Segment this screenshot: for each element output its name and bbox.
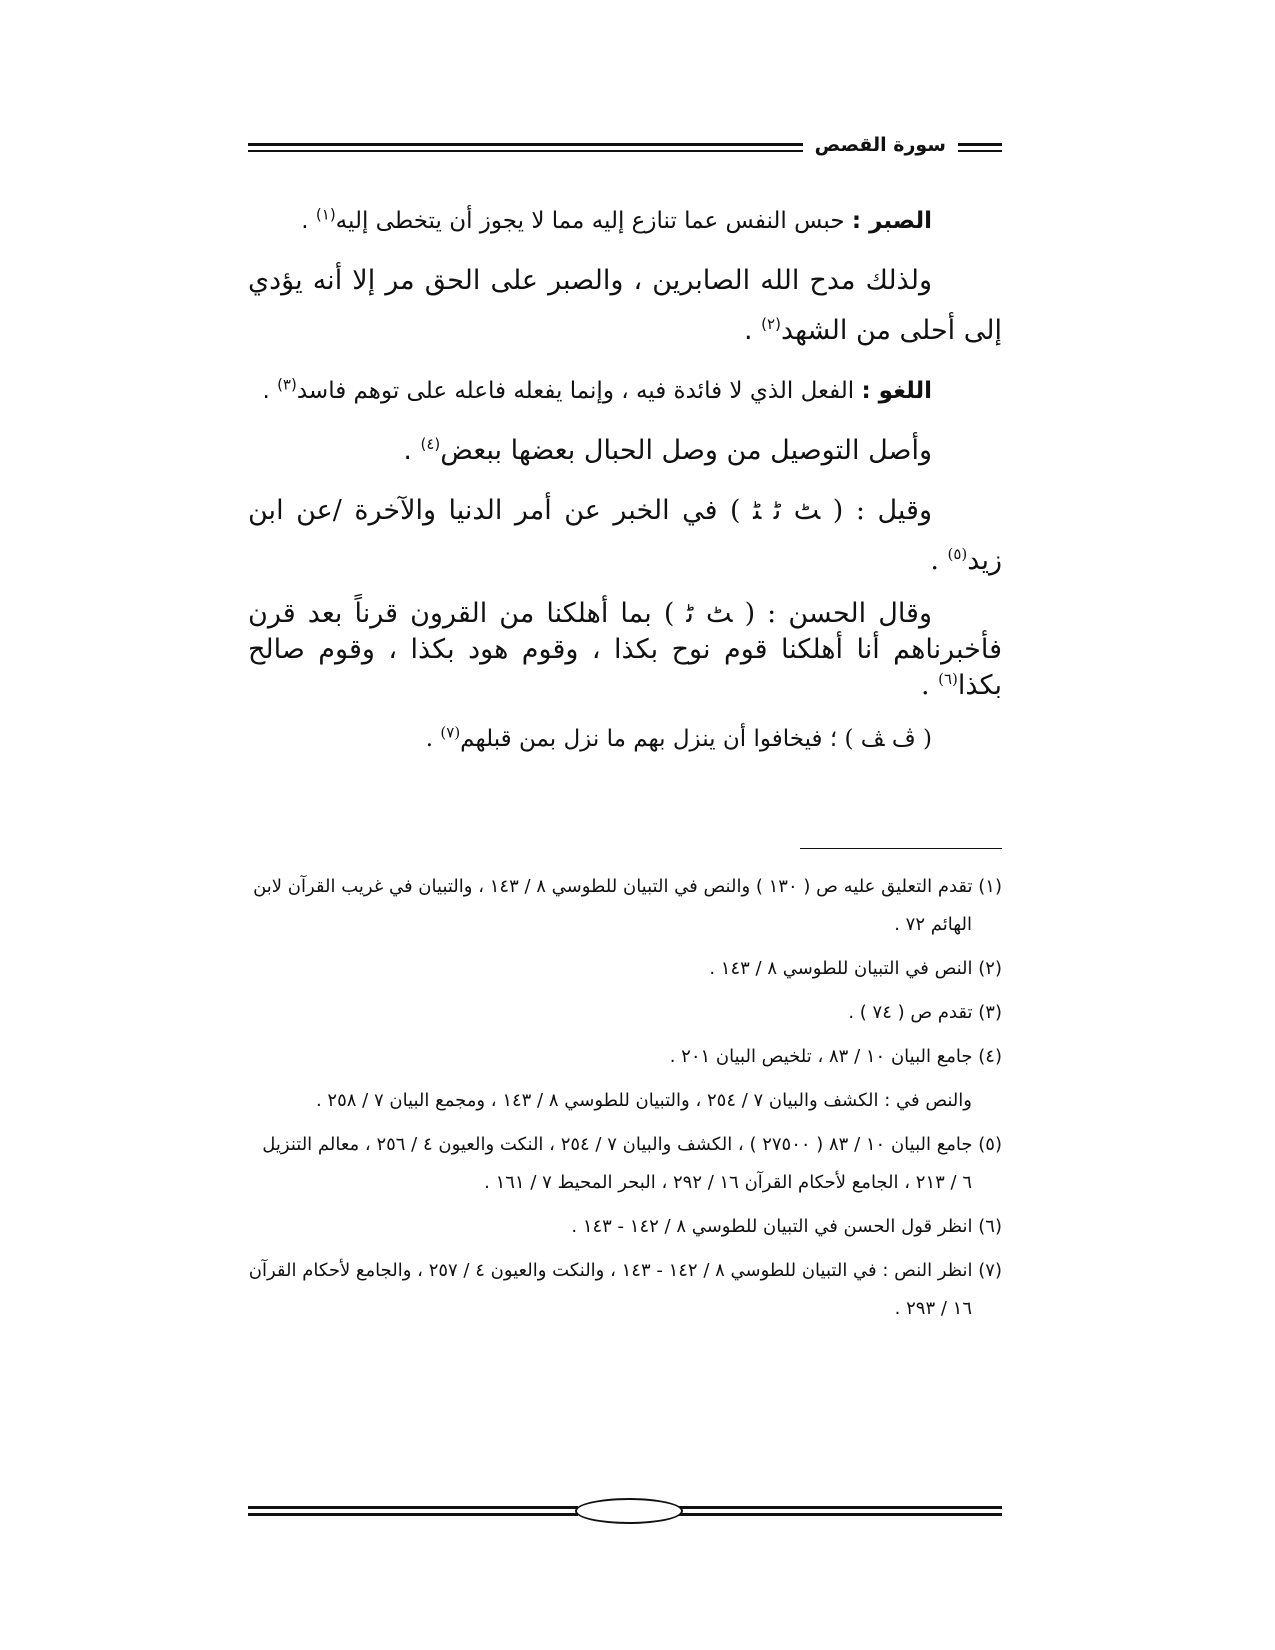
paragraph-end: . [301, 208, 316, 234]
paragraph-tawsil [248, 426, 1002, 476]
header-short-rule [958, 143, 1002, 152]
paragraph-text: ولذلك مدح الله الصابرين ، والصبر على الحق مر إلا أنه يؤدي إلى أحلى من الشهد [248, 265, 1002, 346]
footnote-3: (٣) تقدم ص ( ٧٤ ) . [848, 1002, 1002, 1023]
paragraph-end: . [403, 435, 421, 466]
footnote-ref: (٤) [420, 435, 441, 453]
paragraph-end: . [743, 315, 762, 346]
footnote-2: (٢) النص في التبيان للطوسي ٨ / ١٤٣ . [709, 958, 1002, 979]
page-header [248, 132, 1002, 158]
footnote-separator [800, 848, 1002, 849]
footnotes [248, 868, 1002, 1334]
footer-rule-right [672, 1506, 1002, 1516]
term-laghw: اللغو : [861, 378, 932, 404]
paragraph-qila [248, 486, 1002, 586]
paragraph-sabr [248, 196, 1002, 246]
paragraph-text: الفعل الذي لا فائدة فيه ، وإنما يفعله فاعله على توهم فاسد [296, 378, 862, 404]
surah-title: سورة القصص [814, 134, 946, 156]
footnote-ref: (٥) [947, 545, 968, 563]
page-footer-ornament [248, 1498, 1002, 1528]
footnote-5: (٥) جامع البيان ١٠ / ٨٣ ( ٢٧٥٠٠ ) ، الكشف والبيان ٧ / ٢٥٤ ، النكت والعيون ٤ / ٢٥٦ ، معالم التنزيل ٦ / ٢١٣ ، الجامع لأحكام القرآن ١٦ / ٢٩٢ ، البحر المحيط ٧ / ١٦١ . [262, 1134, 1002, 1193]
paragraph-sabirin [248, 256, 1002, 356]
paragraph-end: . [920, 670, 939, 701]
footnote-ref: (٧) [440, 723, 461, 742]
footnote-4: (٤) جامع البيان ١٠ / ٨٣ ، تلخيص البيان ٢٠١ . [669, 1046, 1002, 1067]
paragraph-laghw [248, 366, 1002, 416]
main-text [248, 196, 1002, 764]
footnote-ref: (٦) [938, 670, 958, 688]
paragraph-text: وأصل التوصيل من وصل الحبال بعضها ببعض [440, 435, 932, 466]
footnote-7: (٧) انظر النص : في التبيان للطوسي ٨ / ١٤٢ - ١٤٣ ، والنكت والعيون ٤ / ٢٥٧ ، والجامع لأحكام القرآن ١٦ / ٢٩٣ . [248, 1260, 1002, 1319]
footnote-ref: (٢) [761, 315, 781, 333]
paragraph-end: . [262, 378, 278, 404]
paragraph-end: . [425, 726, 441, 752]
paragraph-text: حبس النفس عما تنازع إليه مما لا يجوز أن يتخطى إليه [335, 208, 852, 234]
paragraph-text: ( ﭪ ﭫ ) ؛ فيخافوا أن ينزل بهم ما نزل بمن قبلهم [460, 726, 932, 752]
footnote-1: (١) تقدم التعليق عليه ص ( ١٣٠ ) والنص في التبيان للطوسي ٨ / ١٤٣ ، والتبيان في غريب القرآن لابن الهائم ٧٢ . [253, 876, 1002, 935]
paragraph-end: . [930, 545, 948, 576]
footnote-ref: (١) [315, 205, 336, 224]
header-long-rule [248, 143, 803, 152]
footnote-6: (٦) انظر قول الحسن في التبيان للطوسي ٨ / ١٤٢ - ١٤٣ . [571, 1216, 1002, 1237]
paragraph-hasan [248, 596, 1002, 704]
footnote-4-continued: والنص في : الكشف والبيان ٧ / ٢٥٤ ، والتبيان للطوسي ٨ / ١٤٣ ، ومجمع البيان ٧ / ٢٥٨ . [315, 1090, 972, 1111]
paragraph-text: وقال الحسن : ( ﭧ ﭨ ) بما أهلكنا من القرون قرناً بعد قرن فأخبرناهم أنا أهلكنا قوم نوح بكذا ، وقوم هود بكذا ، وقوم صالح بكذا [248, 598, 1002, 701]
footnote-ref: (٣) [277, 375, 297, 394]
paragraph-yakhafu [248, 714, 1002, 764]
term-sabr: الصبر : [851, 208, 932, 234]
footer-rule-left [248, 1506, 578, 1516]
page-number-oval [575, 1498, 683, 1524]
paragraph-text: وقيل : ( ﭧ ﭨ ﭩ ) في الخبر عن أمر الدنيا والآخرة /عن ابن زيد [248, 495, 1002, 576]
